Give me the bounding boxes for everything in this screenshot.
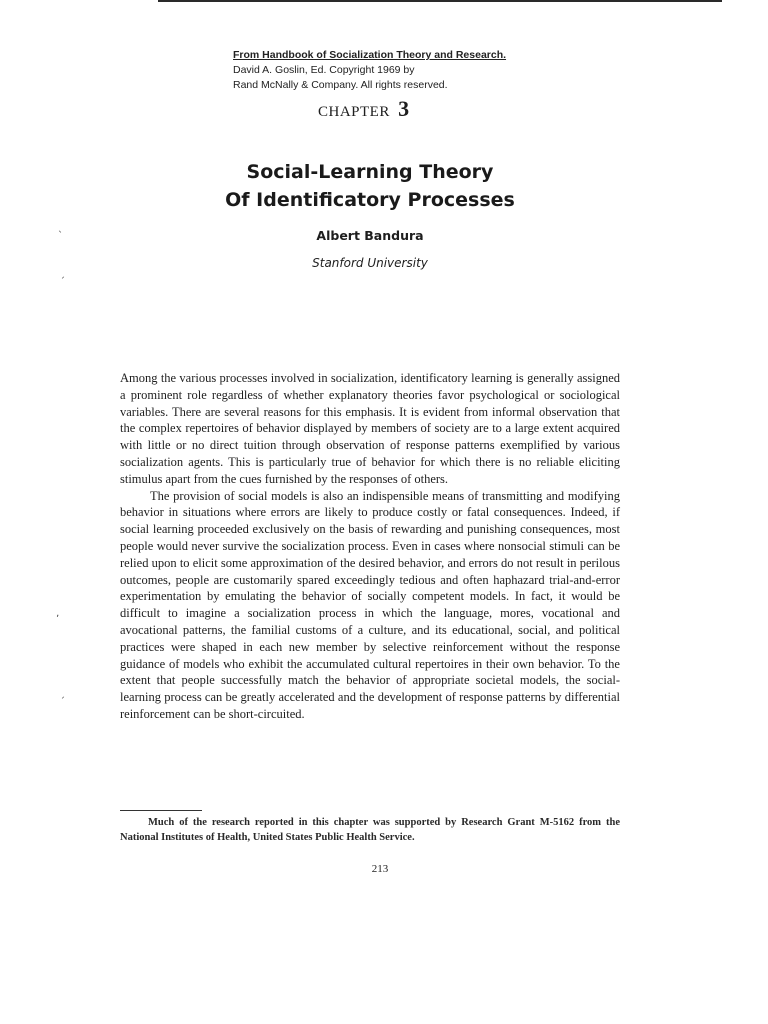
chapter-title: [150, 158, 590, 214]
margin-mark: ˏ: [60, 268, 65, 279]
margin-mark: ʼ: [56, 614, 60, 625]
paragraph: Among the various processes involved in socialization, identificatory learning is generally assigned a prominent role regardless of whether explanatory theories favor psychological or sociological variables. There are several reasons for this emphasis. It is evident from informal observation that the complex repertoires of behavior displayed by members of society are to a large extent acquired with little or no direct tuition through observation of response patterns exemplified by various socialization agents. This is particularly true of behavior for which there is no reliable eliciting stimulus apart from the cues furnished by the responses of others.: [120, 371, 620, 486]
footnote-rule: [120, 810, 202, 811]
footnote: [120, 815, 620, 845]
source-line-2: David A. Goslin, Ed. Copyright 1969 by: [233, 64, 415, 76]
chapter-heading: [318, 96, 410, 122]
margin-mark: ˏ: [60, 688, 65, 699]
body-text: [120, 370, 620, 723]
source-line-3: Rand McNally & Company. All rights reserved.: [233, 79, 448, 91]
paragraph: The provision of social models is also an indispensible means of transmitting and modifying behavior in situations where errors are likely to produce costly or fatal consequences. Indeed, if social learning proceeded exclusively on the basis of rewarding and punishing consequences, most people would never survive the socialization process. Even in cases where nonsocial stimuli can be relied upon to elicit some approximation of the desired behavior, and errors do not result in perilous outcomes, people are customarily spared exceedingly tedious and often haphazard trial-and-error experimentation by emulating the behavior of socially competent models. In fact, it would be difficult to imagine a socialization process in which the language, mores, vocational and avocational patterns, the familial customs of a culture, and its educational, social, and political practices were shaped in each new member by selective reinforcement without the response guidance of models who exhibit the accumulated cultural repertoires in their own behavior. To the extent that people successfully match the behavior of appropriate societal models, the social-learning process can be greatly accelerated and the development of response patterns by differential reinforcement can be short-circuited.: [120, 488, 620, 721]
author-affiliation: Stanford University: [312, 256, 428, 270]
chapter-number: 3: [398, 96, 410, 121]
top-rule: [158, 0, 722, 2]
page-number: 213: [371, 863, 389, 875]
margin-mark: ˎ: [58, 222, 63, 233]
source-stamp: [233, 48, 563, 93]
source-line-1: From Handbook of Socialization Theory and Research.: [233, 49, 507, 61]
chapter-label: CHAPTER: [318, 104, 390, 120]
author-name: Albert Bandura: [316, 228, 424, 243]
title-line-2: Of Identificatory Processes: [225, 189, 515, 211]
footnote-text: Much of the research reported in this chapter was supported by Research Grant M-5162 from the National Institutes of Health, United States Public Health Service.: [120, 817, 620, 843]
title-line-1: Social-Learning Theory: [246, 161, 494, 183]
